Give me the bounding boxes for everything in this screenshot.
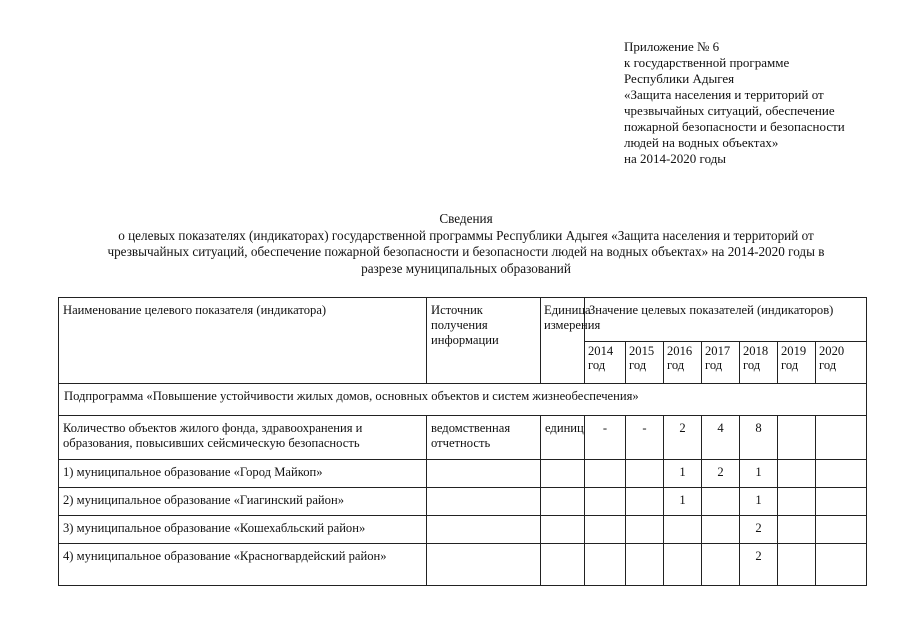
document-heading bbox=[30, 211, 902, 277]
heading-line: разрезе муниципальных образований bbox=[361, 260, 571, 276]
header-unit: Единица измерения bbox=[541, 298, 585, 384]
municipality-name: 1) муниципальное образование «Город Майкоп» bbox=[59, 460, 427, 488]
municipality-value bbox=[816, 488, 867, 516]
municipality-value: 2 bbox=[740, 544, 778, 586]
municipality-value bbox=[816, 516, 867, 544]
header-year: 2019 год bbox=[778, 342, 816, 384]
municipality-value bbox=[702, 544, 740, 586]
header-year: 2015 год bbox=[626, 342, 664, 384]
indicator-name: Количество объектов жилого фонда, здравоохранения и образования, повысивших сейсмическую безопасность bbox=[59, 416, 427, 460]
header-year: 2018 год bbox=[740, 342, 778, 384]
municipality-value bbox=[778, 460, 816, 488]
appendix-line: пожарной безопасности и безопасности bbox=[624, 119, 845, 134]
indicator-value: 8 bbox=[740, 416, 778, 460]
municipality-value bbox=[626, 488, 664, 516]
municipality-name: 3) муниципальное образование «Кошехабльский район» bbox=[59, 516, 427, 544]
appendix-line: Республики Адыгея bbox=[624, 71, 735, 86]
municipality-value bbox=[585, 460, 626, 488]
municipality-value: 1 bbox=[740, 488, 778, 516]
appendix-line: чрезвычайных ситуаций, обеспечение bbox=[624, 103, 835, 118]
municipality-name: 4) муниципальное образование «Красногвардейский район» bbox=[59, 544, 427, 586]
subprogram-row: Подпрограмма «Повышение устойчивости жилых домов, основных объектов и систем жизнеобеспечения» bbox=[59, 384, 867, 416]
municipality-value bbox=[778, 544, 816, 586]
municipality-value bbox=[585, 544, 626, 586]
appendix-line: к государственной программе bbox=[624, 55, 790, 70]
municipality-value: 2 bbox=[740, 516, 778, 544]
municipality-value bbox=[585, 516, 626, 544]
municipality-value bbox=[626, 516, 664, 544]
indicator-value: 2 bbox=[664, 416, 702, 460]
indicator-unit: единиц bbox=[541, 416, 585, 460]
indicator-row bbox=[59, 416, 867, 460]
municipality-value bbox=[626, 544, 664, 586]
header-year: 2020 год bbox=[816, 342, 867, 384]
municipality-value bbox=[585, 488, 626, 516]
municipality-value bbox=[664, 516, 702, 544]
municipality-value bbox=[816, 460, 867, 488]
indicator-value: 4 bbox=[702, 416, 740, 460]
municipality-row bbox=[59, 460, 867, 488]
municipality-value bbox=[778, 488, 816, 516]
municipality-row bbox=[59, 488, 867, 516]
municipality-value: 1 bbox=[664, 488, 702, 516]
header-year: 2014 год bbox=[585, 342, 626, 384]
indicator-value: - bbox=[626, 416, 664, 460]
indicators-table bbox=[58, 297, 867, 586]
appendix-line: людей на водных объектах» bbox=[624, 135, 779, 150]
indicator-value: - bbox=[585, 416, 626, 460]
header-source: Источник получения информации bbox=[427, 298, 541, 384]
municipality-value bbox=[702, 516, 740, 544]
indicator-value bbox=[778, 416, 816, 460]
municipality-value bbox=[778, 516, 816, 544]
municipality-value bbox=[816, 544, 867, 586]
header-name: Наименование целевого показателя (индикатора) bbox=[59, 298, 427, 384]
heading-line: чрезвычайных ситуаций, обеспечение пожарной безопасности и безопасности людей на водных объектах» на 2014-2020 годы в bbox=[107, 244, 825, 259]
appendix-line: на 2014-2020 годы bbox=[624, 151, 727, 166]
municipality-value bbox=[626, 460, 664, 488]
appendix-block bbox=[624, 39, 894, 167]
municipality-value: 2 bbox=[702, 460, 740, 488]
heading-line: о целевых показателях (индикаторах) государственной программы Республики Адыгея «Защита населения и территорий от bbox=[118, 227, 814, 243]
municipality-value bbox=[664, 544, 702, 586]
appendix-line: «Защита населения и территорий от bbox=[624, 87, 824, 102]
municipality-value bbox=[702, 488, 740, 516]
municipality-value: 1 bbox=[740, 460, 778, 488]
municipality-row bbox=[59, 516, 867, 544]
municipality-value: 1 bbox=[664, 460, 702, 488]
indicator-value bbox=[816, 416, 867, 460]
header-year: 2016 год bbox=[664, 342, 702, 384]
heading-title: Сведения bbox=[439, 211, 493, 226]
header-year: 2017 год bbox=[702, 342, 740, 384]
appendix-line: Приложение № 6 bbox=[624, 39, 720, 54]
municipality-row bbox=[59, 544, 867, 586]
header-values: Значение целевых показателей (индикаторов) bbox=[585, 298, 867, 342]
municipality-name: 2) муниципальное образование «Гиагинский район» bbox=[59, 488, 427, 516]
indicator-source: ведомственная отчетность bbox=[427, 416, 541, 460]
